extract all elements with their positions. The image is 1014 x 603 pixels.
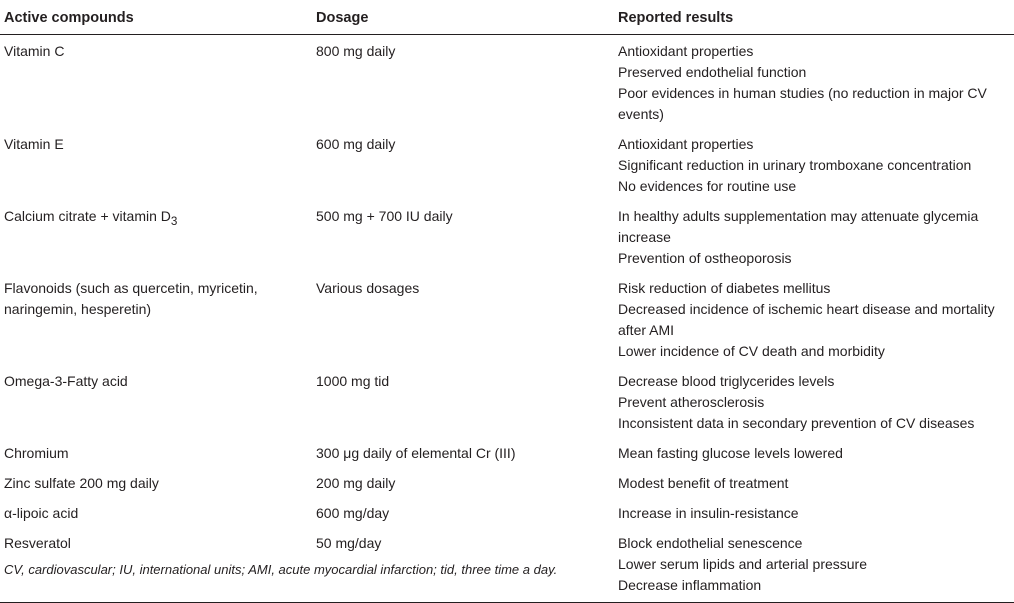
result-item: Prevention of ostheoporosis [618, 250, 792, 266]
table-row [0, 35, 1014, 133]
dosage-cell: 1000 mg tid [316, 373, 390, 389]
header-reported-results: Reported results [614, 6, 1014, 35]
results-cell [614, 471, 1014, 501]
dosage-cell: 600 mg daily [316, 136, 396, 152]
compound-name: Vitamin C [4, 43, 65, 59]
dosage-cell: Various dosages [316, 280, 420, 296]
dosage-cell: 800 mg daily [316, 43, 396, 59]
table-row [0, 501, 1014, 531]
result-item: In healthy adults supplementation may attenuate glycemia increase [618, 208, 979, 245]
result-item: Block endothelial senescence [618, 535, 803, 551]
table-row [0, 132, 1014, 204]
table-footnote: CV, cardiovascular; IU, international units; AMI, acute myocardial infarction; tid, three time a day. [4, 562, 558, 577]
table-row [0, 441, 1014, 471]
result-item: Modest benefit of treatment [618, 475, 789, 491]
compound-name: Flavonoids (such as quercetin, myricetin, naringemin, hesperetin) [4, 280, 258, 317]
compound-cell [0, 204, 312, 276]
table-row [0, 471, 1014, 501]
result-item: Increase in insulin-resistance [618, 505, 799, 521]
compound-subscript: 3 [170, 214, 178, 228]
result-item: Decrease inflammation [618, 577, 762, 593]
results-cell [614, 369, 1014, 441]
result-item: Poor evidences in human studies (no reduction in major CV events) [618, 85, 987, 122]
header-row [0, 6, 1014, 35]
dosage-cell: 200 mg daily [316, 475, 396, 491]
compound-cell [0, 471, 312, 501]
results-cell [614, 204, 1014, 276]
dosage-cell: 50 mg/day [312, 531, 614, 603]
result-item: Decreased incidence of ischemic heart disease and mortality after AMI [618, 301, 995, 338]
dosage-cell: 500 mg + 700 IU daily [316, 208, 453, 224]
compound-cell [0, 501, 312, 531]
table-row [0, 276, 1014, 369]
result-item: Decrease blood triglycerides levels [618, 373, 835, 389]
compound-name: Zinc sulfate 200 mg daily [4, 475, 159, 491]
results-cell [614, 276, 1014, 369]
results-cell [614, 132, 1014, 204]
compound-cell [0, 132, 312, 204]
result-item: Antioxidant properties [618, 43, 754, 59]
compound-cell [0, 441, 312, 471]
result-item: Lower serum lipids and arterial pressure [618, 556, 867, 572]
table-row [0, 369, 1014, 441]
compound-name: Chromium [4, 445, 69, 461]
result-item: No evidences for routine use [618, 178, 797, 194]
compound-name: Omega-3-Fatty acid [4, 373, 128, 389]
result-item: Inconsistent data in secondary prevention of CV diseases [618, 415, 975, 431]
result-item: Risk reduction of diabetes mellitus [618, 280, 831, 296]
result-item: Antioxidant properties [618, 136, 754, 152]
compound-cell [0, 276, 312, 369]
result-item: Preserved endothelial function [618, 64, 807, 80]
dosage-cell: 300 μg daily of elemental Cr (III) [316, 445, 516, 461]
compound-name: Calcium citrate + vitamin D [4, 208, 171, 224]
header-active-compounds: Active compounds [0, 6, 312, 35]
header-dosage: Dosage [312, 6, 614, 35]
result-item: Lower incidence of CV death and morbidity [618, 343, 885, 359]
result-item: Prevent atherosclerosis [618, 394, 765, 410]
results-cell [614, 531, 1014, 603]
result-item: Significant reduction in urinary tromboxane concentration [618, 157, 972, 173]
compound-name: Vitamin E [4, 136, 64, 152]
results-cell [614, 501, 1014, 531]
compounds-table [0, 6, 1014, 603]
table-body [0, 35, 1014, 603]
compound-name: Resveratol [4, 535, 71, 551]
dosage-cell: 600 mg/day [316, 505, 390, 521]
table-row [0, 204, 1014, 276]
result-item: Mean fasting glucose levels lowered [618, 445, 843, 461]
results-cell [614, 441, 1014, 471]
compound-cell [0, 35, 312, 133]
compound-name: α-lipoic acid [4, 505, 79, 521]
compound-cell [0, 369, 312, 441]
results-cell [614, 35, 1014, 133]
